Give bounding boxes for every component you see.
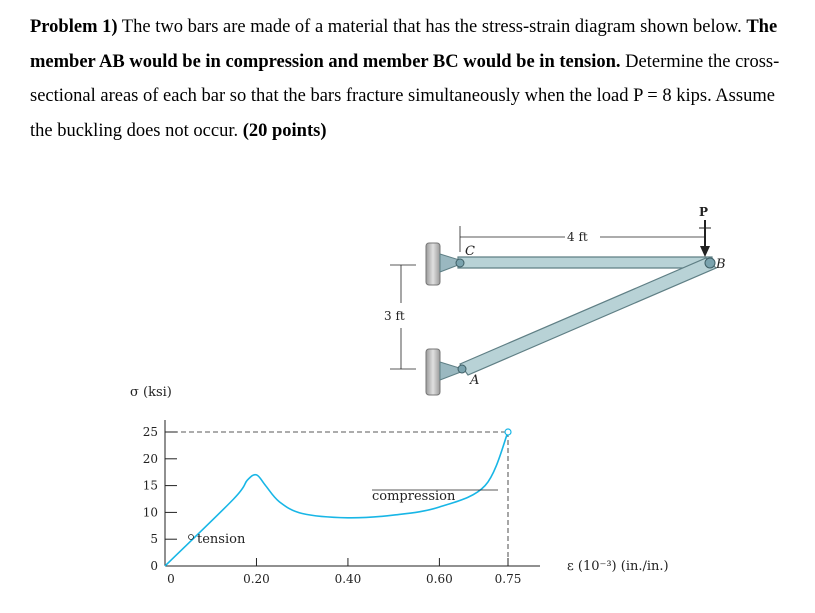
y-tick-label: 5 xyxy=(150,532,158,547)
y-tick-label: 0 xyxy=(150,559,158,573)
problem-points: (20 points) xyxy=(242,120,327,141)
support-wall-a xyxy=(426,349,440,395)
load-arrow-head xyxy=(700,246,710,257)
y-tick-label: 15 xyxy=(142,478,158,493)
tension-marker xyxy=(189,535,194,540)
y-tick-label: 20 xyxy=(142,451,158,466)
y-tick-label: 10 xyxy=(142,505,158,520)
problem-text-1: The two bars are made of a material that has the stress-strain diagram shown below. xyxy=(117,17,747,37)
compression-annotation: compression xyxy=(372,489,456,504)
x-tick-label: 0 xyxy=(167,572,175,586)
member-ab xyxy=(460,258,716,375)
pin-a xyxy=(458,365,466,373)
x-tick-label: 0.40 xyxy=(334,572,362,586)
truss-diagram xyxy=(384,205,726,395)
dimension-3ft-label: 3 ft xyxy=(384,309,405,323)
member-bc xyxy=(458,257,712,268)
joint-label-a: A xyxy=(470,373,480,388)
joint-label-c: C xyxy=(465,244,475,259)
problem-text-2: Determine the cross-sectional areas of each bar so that the bars fracture simultaneously when the load P = 8 kips. Assume the buckling does not occur. xyxy=(30,51,780,141)
x-tick-label: 0.60 xyxy=(426,572,453,586)
problem-bold-statement: The member AB would be in compression and member BC would be in tension. xyxy=(30,17,778,72)
pin-c xyxy=(456,259,464,267)
y-axis-label: σ (ksi) xyxy=(130,385,172,400)
x-tick-label: 0.20 xyxy=(243,572,270,586)
load-label: P xyxy=(699,205,709,219)
x-tick-label: 0.75 xyxy=(494,572,522,586)
problem-label: Problem 1) xyxy=(30,17,118,37)
stress-strain-chart xyxy=(130,385,669,586)
tension-annotation: tension xyxy=(197,532,246,547)
y-tick-label: 25 xyxy=(142,425,158,439)
dimension-4ft-label: 4 ft xyxy=(567,230,588,244)
x-ticks xyxy=(167,558,521,586)
support-wall-c xyxy=(426,243,440,285)
x-axis-label: ε (10⁻³) (in./in.) xyxy=(567,559,669,574)
y-ticks xyxy=(143,425,177,573)
pin-b xyxy=(705,258,715,268)
joint-label-b: B xyxy=(716,257,726,272)
fracture-point xyxy=(505,429,511,435)
